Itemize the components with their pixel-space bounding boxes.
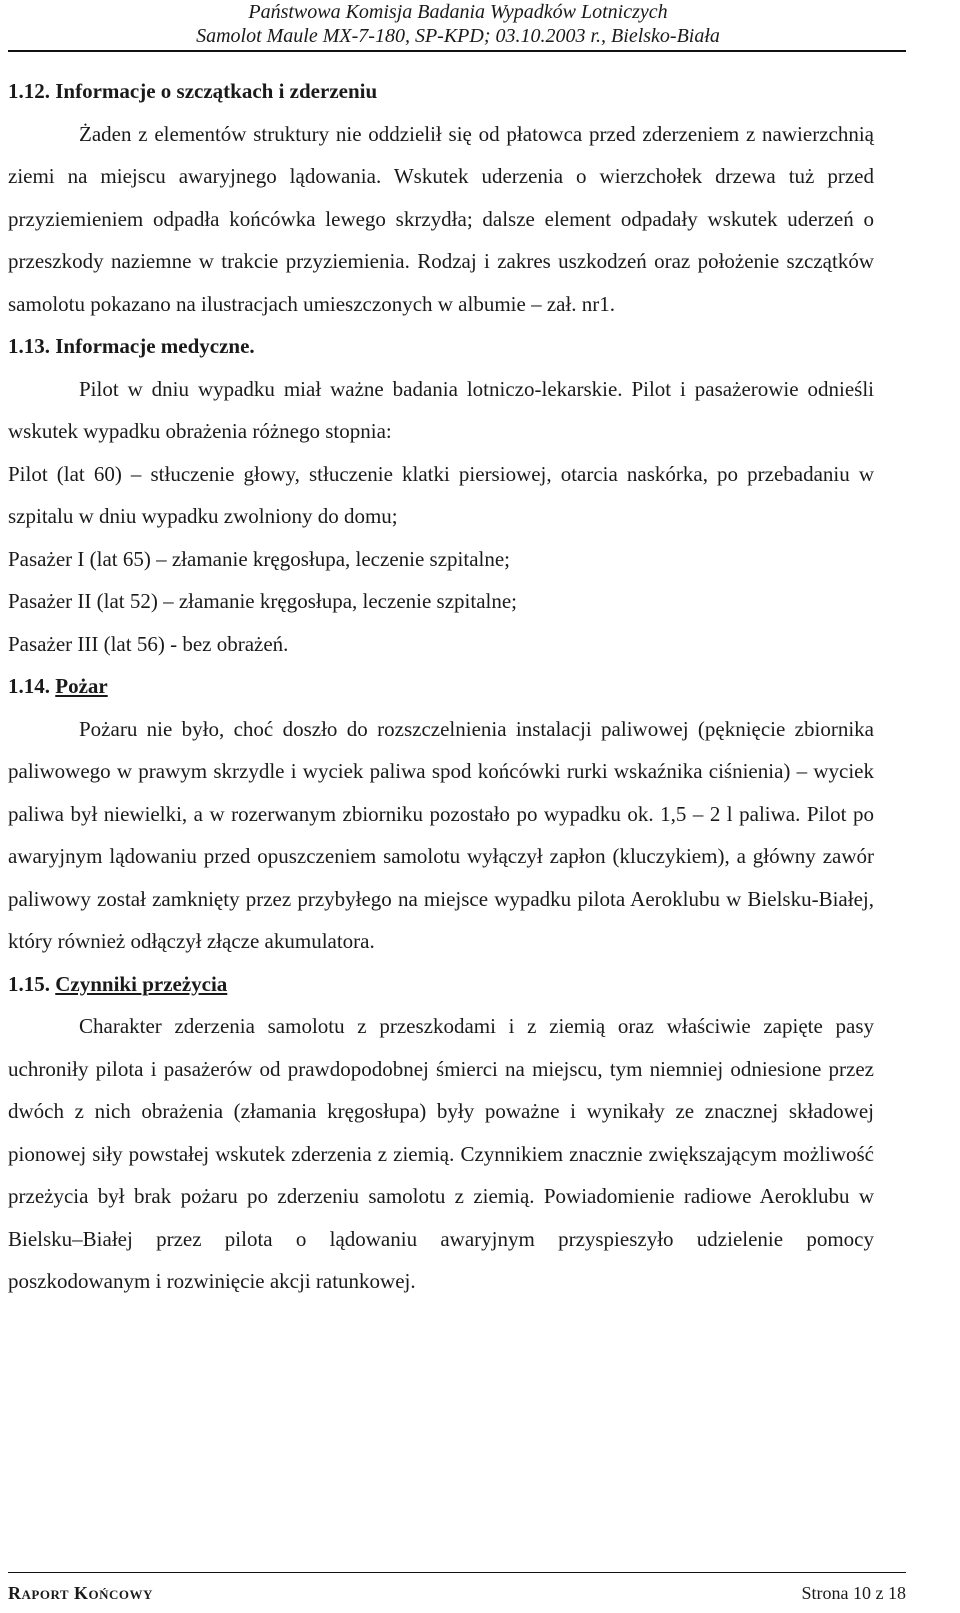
section-heading-1-15: [8, 963, 874, 1006]
section-1-13-paragraph-5: Pasażer III (lat 56) - bez obrażeń.: [8, 631, 289, 656]
document-body: [8, 70, 874, 1303]
header-divider: [8, 50, 906, 52]
section-number-1-15: 1.15.: [8, 971, 50, 996]
header-aircraft: Samolot Maule MX-7-180, SP-KPD; 03.10.2003 r., Bielsko-Biała: [196, 25, 720, 47]
page-number: Strona 10 z 18: [801, 1583, 906, 1603]
section-1-13-paragraph-4: Pasażer II (lat 52) – złamanie kręgosłupa, leczenie szpitalne;: [8, 589, 518, 613]
section-title-1-15: Czynniki przeżycia: [55, 971, 228, 996]
section-1-12-paragraph: Żaden z elementów struktury nie oddzielił się od płatowca przed zderzeniem z nawierzchnią ziemi na miejscu awaryjnego lądowania. Wskutek uderzenia o wierzchołek drzewa tuż przed przyziemieniem odpadła końcówka lewego skrzydła; dalsze element odpadały wskutek uderzeń o przeszkody naziemne w trakcie przyziemienia. Rodzaj i zakres uszkodzeń oraz położenie szczątków samolotu pokazano na ilustracjach umieszczonych w albumie – zał. nr1.: [8, 121, 874, 316]
section-heading-1-14: [8, 665, 874, 708]
section-heading-1-13: 1.13. Informacje medyczne.: [8, 334, 255, 358]
section-1-13-paragraph-3: Pasażer I (lat 65) – złamanie kręgosłupa, leczenie szpitalne;: [8, 546, 511, 571]
section-1-14-paragraph: Pożaru nie było, choć doszło do rozszczelnienia instalacji paliwowej (pęknięcie zbiornika paliwowego w prawym skrzydle i wyciek paliwa spod końcówki rurki wskaźnika ciśnienia) – wyciek paliwa był niewielki, a w rozerwanym zbiorniku pozostało po wypadku ok. 1,5 – 2 l paliwa. Pilot po awaryjnym lądowaniu przed opuszczeniem samolotu wyłączył zapłon (kluczykiem), a główny zawór paliwowy został zamknięty przez przybyłego na miejsce wypadku pilota Aeroklubu w Bielsku-Białej, który również odłączył złącze akumulatora.: [8, 716, 874, 953]
section-1-13-paragraph-2: Pilot (lat 60) – stłuczenie głowy, stłuczenie klatki piersiowej, otarcia naskórka, po przebadaniu w szpitalu w dniu wypadku zwolniony do domu;: [8, 461, 874, 528]
footer-report-title: Raport Końcowy: [8, 1583, 153, 1603]
section-1-13-paragraph-1: Pilot w dniu wypadku miał ważne badania lotniczo-lekarskie. Pilot i pasażerowie odnieśli wskutek wypadku obrażenia różnego stopnia:: [8, 376, 874, 443]
header-commission: Państwowa Komisja Badania Wypadków Lotniczych: [248, 1, 668, 23]
page-header: [8, 0, 908, 48]
footer-divider: [8, 1572, 906, 1573]
section-title-1-14: Pożar: [55, 674, 108, 698]
section-number-1-14: 1.14.: [8, 674, 50, 698]
section-heading-1-12: 1.12. Informacje o szczątkach i zderzeniu: [8, 79, 378, 103]
section-1-15-paragraph: Charakter zderzenia samolotu z przeszkodami i z ziemią oraz właściwie zapięte pasy uchroniły pilota i pasażerów od prawdopodobnej śmierci na miejscu, tym niemniej odniesione przez dwóch z nich obrażenia (złamania kręgosłupa) były poważne i wynikały ze znacznej składowej pionowej siły powstałej wskutek zderzenia z ziemią. Czynnikiem znacznie zwiększającym możliwość przeżycia był brak pożaru po zderzeniu samolotu z ziemią. Powiadomienie radiowe Aeroklubu w Bielsku–Białej przez pilota o lądowaniu awaryjnym przyspieszyło udzielenie pomocy poszkodowanym i rozwinięcie akcji ratunkowej.: [8, 1014, 874, 1293]
